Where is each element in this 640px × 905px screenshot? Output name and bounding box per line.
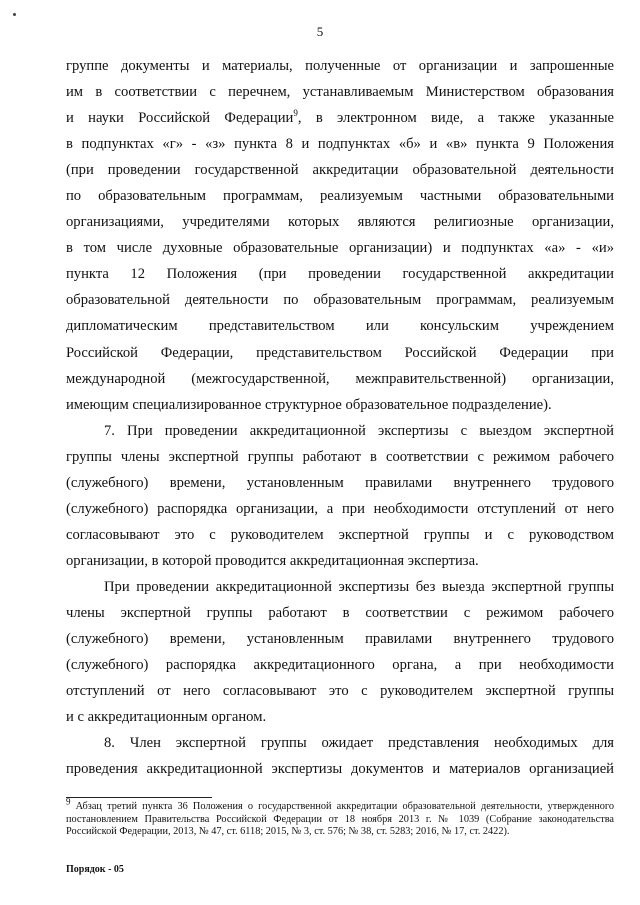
text-line: (при проведении государственной аккредитации образовательной деятельности (66, 162, 614, 179)
footnote-text: постановлением Правительства Российской Федерации от 18 ноября 2013 г. № 1039 (Собрание законодательства (66, 813, 614, 825)
text-line: При проведении аккредитационной экспертизы без выезда экспертной группы (104, 578, 614, 595)
text-line: группы члены экспертной группы работают в соответствии с режимом рабочего (66, 448, 614, 465)
footnote (66, 796, 614, 839)
text-line: международной (межгосударственной, межправительственной) организации, (66, 370, 614, 387)
page-number: 5 (316, 24, 324, 39)
footnote-separator (66, 797, 212, 798)
text-line: 8. Член экспертной группы ожидает представления необходимых для (104, 735, 614, 752)
text-line: 7. При проведении аккредитационной экспертизы с выездом экспертной (104, 422, 614, 439)
text-line: и науки Российской Федерации$^9$, в электронном виде, а также указанные (66, 108, 614, 127)
text-line: образовательной деятельности по образовательным программам, реализуемым (66, 292, 614, 309)
text-line: согласовывают это с руководителем экспертной группы и с руководством (66, 526, 614, 543)
text-line: организациями, учредителями которых являются религиозные организации, (66, 214, 614, 231)
paragraph (66, 418, 614, 574)
text-line: проведения аккредитационной экспертизы документов и материалов организацией (66, 761, 614, 778)
footnote-line (66, 826, 614, 839)
paragraph (66, 574, 614, 730)
scan-artifact-dot (13, 13, 16, 16)
document-body (66, 53, 614, 782)
text-line: им в соответствии с перечнем, устанавливаемым Министерством образования (66, 84, 614, 101)
footnote-line (66, 814, 614, 827)
text-line: дипломатическим представительством или консульским учреждением (66, 318, 614, 335)
text-line: члены экспертной группы работают в соответствии с режимом рабочего (66, 604, 614, 621)
text-line: пункта 12 Положения (при проведении государственной аккредитации (66, 266, 614, 283)
footer-label: Порядок - 05 (66, 864, 124, 875)
text-line: (служебного) распорядка аккредитационного органа, а при необходимости (66, 657, 614, 674)
text-line: Российской Федерации, представительством Российской Федерации при (66, 344, 614, 361)
footnote-line (66, 796, 614, 814)
text-line: отступлений от него согласовывают это с руководителем экспертной группы (66, 683, 614, 700)
text-line: по образовательным программам, реализуемым частными образовательными (66, 188, 614, 205)
text-line: (служебного) времени, установленным правилами внутреннего трудового (66, 474, 614, 491)
footnote-reference: 9 (293, 108, 298, 119)
footnote-text: Абзац третий пункта 36 Положения о государственной аккредитации образовательной деятельности, утвержденного (70, 801, 614, 812)
text-line: группе документы и материалы, полученные от организации и запрошенные (66, 58, 614, 74)
footnote-marker: 9 (66, 796, 71, 807)
paragraph (66, 730, 614, 782)
text-line: имеющим специализированное структурное образовательное подразделение). (66, 396, 552, 413)
paragraph (66, 53, 614, 418)
text-line: в том числе духовные образовательные организации) и подпунктах «а» - «и» (66, 240, 614, 257)
text-line: (служебного) времени, установленным правилами внутреннего трудового (66, 631, 614, 648)
text-line: организации, в которой проводится аккредитационная экспертиза. (66, 552, 479, 569)
text-line: и с аккредитационным органом. (66, 709, 267, 726)
text-line: в подпунктах «г» - «з» пункта 8 и подпунктах «б» и «в» пункта 9 Положения (66, 136, 614, 153)
footnote-text: Российской Федерации, 2013, № 47, ст. 6118; 2015, № 3, ст. 576; № 38, ст. 5283; 2016, № 17, ст. 2422). (66, 826, 510, 838)
text-line: (служебного) распорядка организации, а при необходимости отступлений от него (66, 500, 614, 517)
